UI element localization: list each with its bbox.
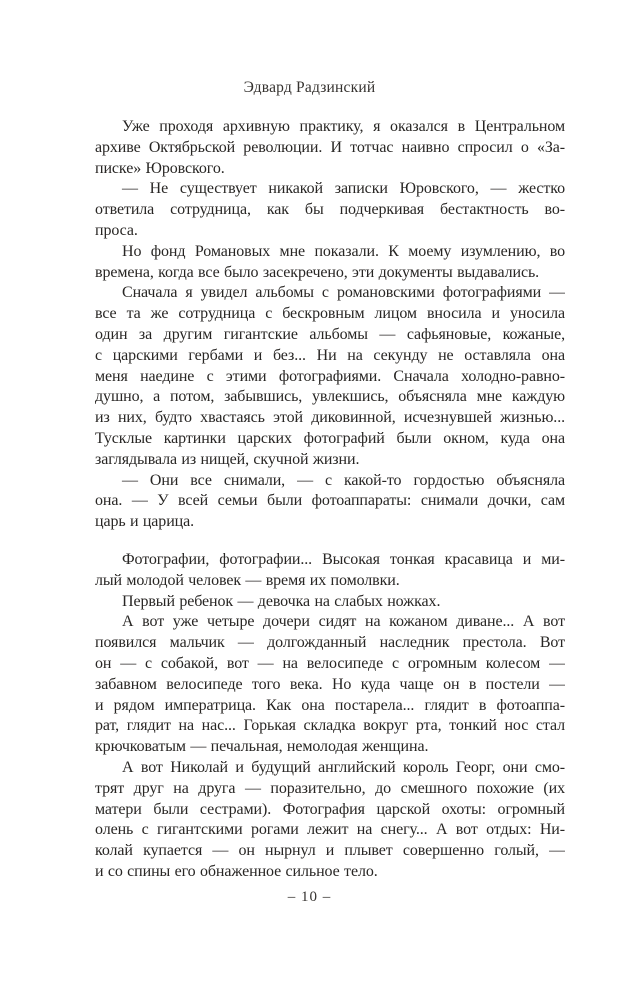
text-line: рат, глядит на нас... Горькая складка вокруг рта, тонкий нос стал — [95, 717, 565, 735]
paragraph — [95, 471, 565, 533]
paragraph — [95, 550, 565, 592]
text-line: она. — У всей семьи были фотоаппараты: снимали дочки, сам — [95, 492, 565, 510]
paragraph — [95, 179, 565, 241]
text-line: забавном велосипеде того века. Но куда чаще он в постели — — [95, 675, 565, 693]
text-line: все та же сотрудница с бескровным лицом вносила и уносила — [95, 305, 565, 323]
text-line: лый молодой человек — время их помолвки. — [95, 571, 400, 589]
text-line: матери были сестрами). Фотография царской охоты: огромный — [95, 800, 565, 818]
page-number: – 10 – — [287, 889, 332, 905]
text-line: трят друг на друга — поразительно, до смешного похожие (их — [95, 779, 565, 797]
text-line: царь и царица. — [95, 513, 195, 531]
text-line: появился мальчик — долгожданный наследник престола. Вот — [95, 634, 565, 652]
text-line: А вот уже четыре дочери сидят на кожаном диване... А вот — [122, 613, 565, 631]
text-line: Тусклые картинки царских фотографий были окном, куда она — [95, 429, 565, 447]
paragraph — [95, 612, 565, 758]
text-line: колай купается — он нырнул и плывет совершенно голый, — — [95, 842, 565, 860]
paragraph — [95, 758, 565, 883]
text-line: — Не существует никакой записки Юровского, — жестко — [122, 180, 565, 198]
text-line: крючковатым — печальная, немолодая женщина. — [95, 738, 429, 756]
paragraph — [95, 242, 565, 284]
text-line: и со спины его обнаженное сильное тело. — [95, 862, 378, 880]
text-line: проса. — [95, 221, 138, 239]
text-block — [95, 117, 565, 883]
text-line: из них, будто хвастаясь этой диковинной, исчезнувшей жизнью... — [95, 409, 565, 427]
text-line: с царскими гербами и без... Ни на секунду не оставляла она — [95, 346, 565, 364]
text-line: один за другим гигантские альбомы — сафьяновые, кожаные, — [95, 325, 565, 343]
text-line: — Они все снимали, — с какой-то гордостью объясняла — [122, 471, 565, 489]
text-line: олень с гигантскими рогами лежит на снегу... А вот отдых: Ни- — [95, 821, 565, 839]
text-line: Но фонд Романовых мне показали. К моему изумлению, во — [122, 242, 565, 260]
paragraph — [95, 117, 565, 179]
text-line: времена, когда все было засекречено, эти документы выдавались. — [95, 263, 540, 281]
text-line: заглядывала из нищей, скучной жизни. — [95, 450, 360, 468]
running-header: Эдвард Радзинский — [243, 79, 376, 96]
text-line: Первый ребенок — девочка на слабых ножках. — [122, 592, 441, 610]
text-line: Уже проходя архивную практику, я оказался в Центральном — [122, 118, 565, 135]
text-line: писке» Юровского. — [95, 159, 225, 177]
text-line: Фотографии, фотографии... Высокая тонкая красавица и ми- — [122, 550, 565, 568]
text-line: меня наедине с этими фотографиями. Сначала холодно-равно- — [95, 367, 565, 385]
text-line: он — с собакой, вот — на велосипеде с огромным колесом — — [95, 654, 565, 672]
paragraph — [95, 283, 565, 470]
text-line: душно, а потом, забывшись, увлекшись, объясняла мне каждую — [95, 388, 565, 406]
text-line: и рядом императрица. Как она постарела... глядит в фотоаппа- — [95, 696, 565, 714]
text-line: архиве Октябрьской революции. И тотчас наивно спросил о «За- — [95, 138, 565, 156]
text-line: А вот Николай и будущий английский король Георг, они смо- — [122, 758, 565, 776]
paragraph — [95, 592, 565, 613]
text-line: Сначала я увидел альбомы с романовскими фотографиями — — [122, 284, 565, 302]
text-line: ответила сотрудница, как бы подчеркивая бестактность во- — [95, 201, 565, 219]
